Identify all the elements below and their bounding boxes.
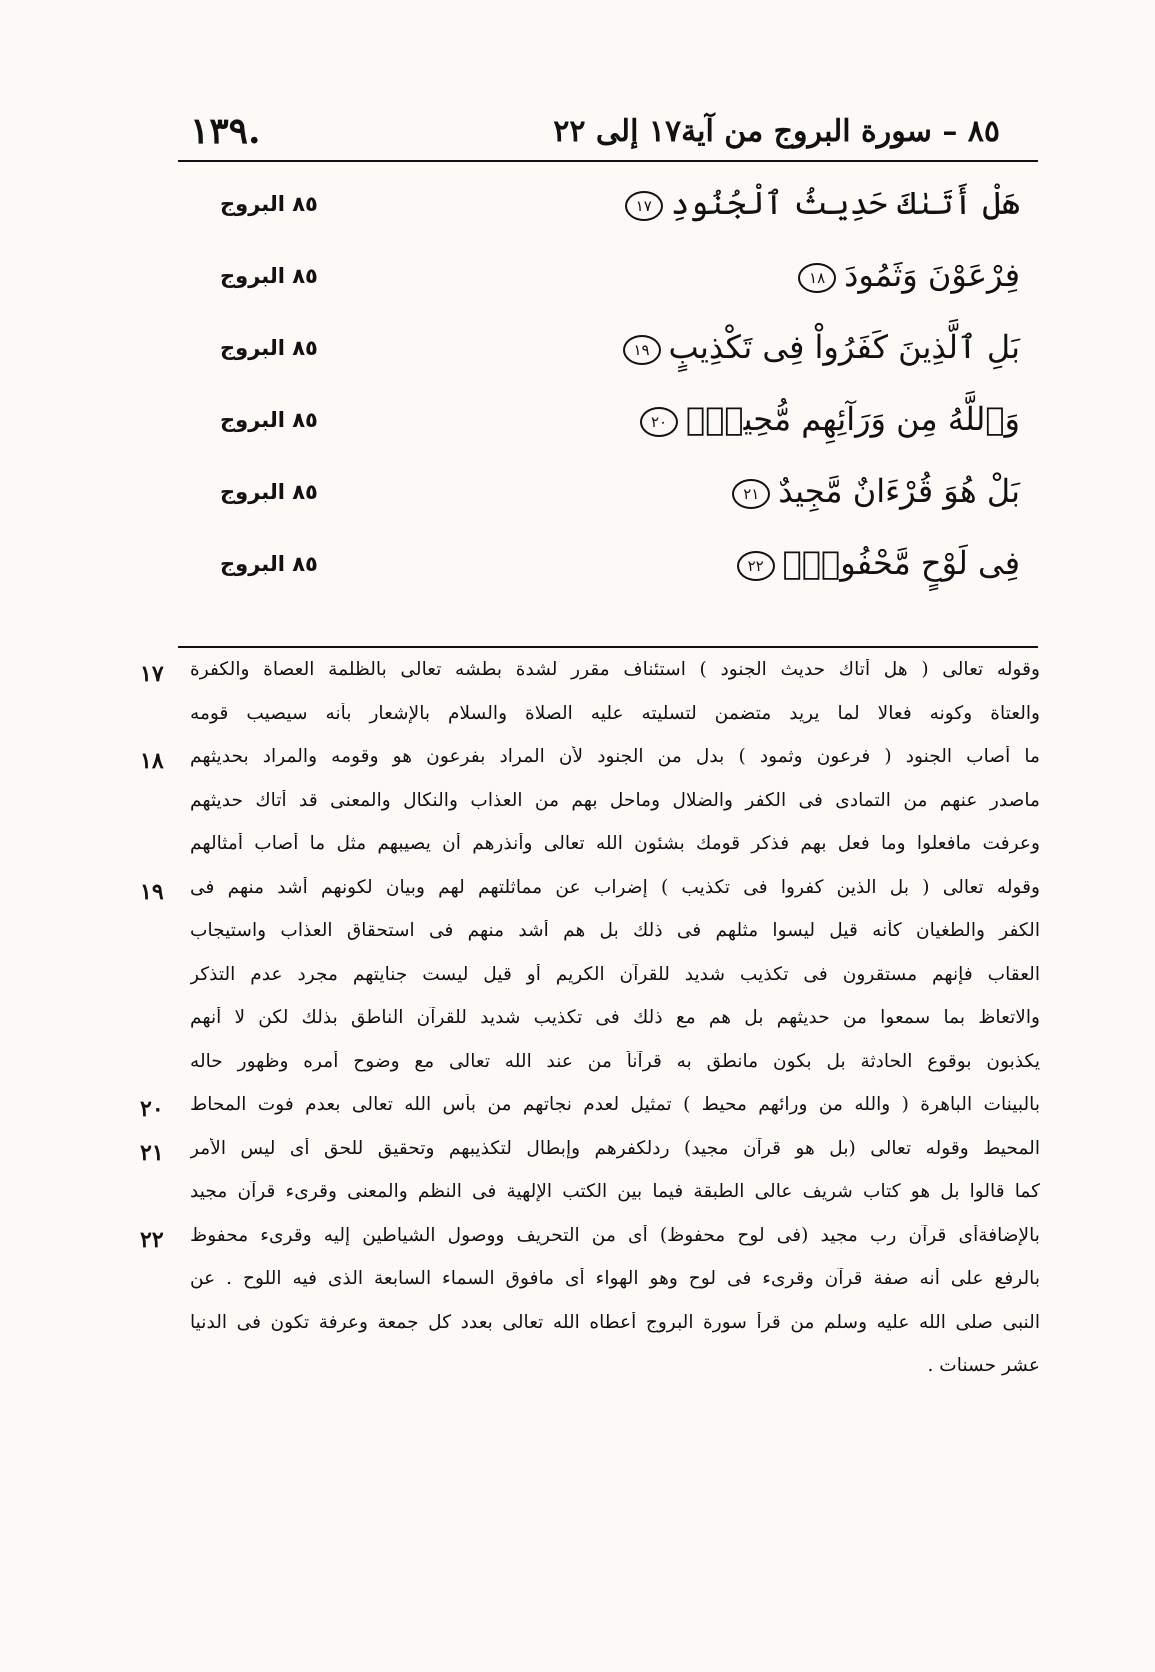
commentary-line	[140, 786, 1040, 830]
commentary-text: عشر حسنات .	[927, 1355, 1040, 1376]
verse-number: ٢١	[140, 1139, 164, 1166]
section-divider	[178, 646, 1038, 648]
commentary-line	[140, 1351, 1040, 1395]
ayah-number-marker: ١٨	[798, 263, 836, 293]
verse-text: هَلْ أَتَىٰكَ حَدِيثُ ٱلْجُنُودِ١٧	[625, 184, 1020, 222]
verse-number: ٢٠	[140, 1096, 164, 1122]
verse-row	[200, 538, 1020, 610]
commentary-text: المحيط وقوله تعالى (بل هو قرآن مجيد) ردلكفرهم وإبطال لتكذيبهم وتحقيق للحق أى ليس الأمر	[190, 1137, 1040, 1159]
verse-number: ١٩	[140, 878, 164, 905]
ayah-number-marker: ١٧	[625, 191, 663, 221]
page-number: ١٣٩.	[190, 110, 261, 152]
surah-reference: ٨٥ البروج	[220, 336, 318, 360]
commentary-line	[140, 960, 1040, 1004]
verse-row	[200, 178, 1020, 250]
verse-text: وَٱللَّهُ مِن وَرَآئِهِم مُّحِيطٌۢ٢٠	[640, 400, 1020, 438]
ayah-number-marker: ٢٠	[640, 407, 678, 437]
commentary-text: العقاب فإنهم مستقرون فى تكذيب شديد للقرآن الكريم أو قيل ليست جنايتهم مجرد عدم التذكر	[190, 963, 1040, 985]
commentary-line	[140, 1221, 1040, 1265]
commentary-text: وقوله تعالى ( هل أتاك حديث الجنود ) استئناف مقرر لشدة بطشه تعالى بالظلمة العصاة والكفرة	[190, 659, 1040, 680]
surah-reference: ٨٥ البروج	[220, 480, 318, 504]
commentary-text: النبى صلى الله عليه وسلم من قرأ سورة البروج أعطاه الله تعالى بعدد كل جمعة وعرفة تكون فى الدنيا	[190, 1311, 1040, 1333]
verse-text: فِى لَوْحٍ مَّحْفُوظٍۭ٢٢	[737, 544, 1020, 582]
commentary-text: وعرفت مافعلوا وما فعل بهم فذكر قومك بشئون الله تعالى وأنذرهم أن يصيبهم مثل ما أصاب أمثالهم	[190, 833, 1040, 854]
commentary-text: ماصدر عنهم من التمادى فى الكفر والضلال وماحل بهم من العذاب والنكال والمعنى قد أتاك حديثهم	[190, 789, 1040, 811]
commentary-line	[140, 655, 1040, 699]
commentary-line	[140, 1308, 1040, 1352]
commentary-text: يكذبون بوقوع الحادثة بل بكون مانطق به قرآناً من عند الله تعالى مع وضوح أمره وظهور حاله	[190, 1050, 1040, 1072]
commentary-line	[140, 742, 1040, 786]
commentary-line	[140, 873, 1040, 917]
surah-reference: ٨٥ البروج	[220, 408, 318, 432]
tafsir-commentary	[140, 655, 1040, 1395]
verse-number: ٢٢	[140, 1226, 164, 1253]
commentary-line	[140, 829, 1040, 873]
commentary-text: والاتعاظ بما سمعوا من حديثهم بل هم مع ذلك فى تكذيب شديد للقرآن الناطق بذلك لكن لا أنهم	[190, 1007, 1040, 1028]
surah-reference: ٨٥ البروج	[220, 264, 318, 288]
commentary-text: بالرفع على أنه صفة قرآن وقرىء فى لوح وهو الهواء أى مافوق السماء السابعة الذى فيه اللوح . عن	[190, 1268, 1040, 1289]
commentary-line	[140, 699, 1040, 743]
commentary-line	[140, 1047, 1040, 1091]
commentary-line	[140, 1090, 1040, 1134]
commentary-line	[140, 916, 1040, 960]
ayah-number-marker: ٢١	[732, 479, 770, 509]
verse-text: بَلِ ٱلَّذِينَ كَفَرُواْ فِى تَكْذِيبٍ١٩	[623, 328, 1020, 366]
verse-number: ١٧	[140, 661, 164, 687]
verse-text: بَلْ هُوَ قُرْءَانٌ مَّجِيدٌ٢١	[732, 472, 1020, 510]
commentary-line	[140, 1134, 1040, 1178]
quran-verses	[200, 178, 1020, 610]
page-header	[190, 110, 1040, 160]
verse-row	[200, 322, 1020, 394]
verse-row	[200, 250, 1020, 322]
commentary-line	[140, 1003, 1040, 1047]
surah-reference: ٨٥ البروج	[220, 552, 318, 576]
verse-number: ١٨	[140, 748, 164, 774]
header-rule	[178, 160, 1038, 162]
commentary-line	[140, 1177, 1040, 1221]
commentary-text: بالإضافةأى قرآن رب مجيد (فى لوح محفوظ) أى من التحريف ووصول الشياطين إليه وقرىء محفوظ	[190, 1224, 1040, 1246]
commentary-text: ما أصاب الجنود ( فرعون وثمود ) بدل من الجنود لأن المراد بفرعون هو وقومه والمراد بحديثهم	[190, 746, 1040, 767]
commentary-text: وقوله تعالى ( بل الذين كفروا فى تكذيب ) إضراب عن مماثلتهم لهم وبيان لكونهم أشد منهم فى	[190, 876, 1040, 898]
ayah-number-marker: ١٩	[623, 335, 661, 365]
verse-text: فِرْعَوْنَ وَثَمُودَ١٨	[798, 256, 1020, 294]
commentary-text: والعتاة وكونه فعالا لما يريد متضمن لتسليته عليه الصلاة والسلام بالإشعار بأنه سيصيب قومه	[190, 702, 1040, 724]
verse-row	[200, 466, 1020, 538]
verse-row	[200, 394, 1020, 466]
commentary-text: بالبينات الباهرة ( والله من ورائهم محيط ) تمثيل لعدم نجاتهم من بأس الله تعالى بعدم فوت المحاط	[190, 1094, 1040, 1115]
commentary-text: كما قالوا بل هو كتاب شريف عالى الطبقة فيما بين الكتب الإلهية فى النظم والمعنى وقرىء قرآن مجيد	[190, 1181, 1040, 1202]
ayah-number-marker: ٢٢	[737, 551, 775, 581]
commentary-line	[140, 1264, 1040, 1308]
commentary-text: الكفر والطغيان كأنه قيل ليسوا مثلهم فى ذلك بل هم أشد منهم فى استحقاق العذاب واستيجاب	[190, 920, 1040, 941]
surah-reference: ٨٥ البروج	[220, 192, 318, 216]
running-title: ٨٥ – سورة البروج من آية١٧ إلى ٢٢	[553, 114, 1000, 149]
